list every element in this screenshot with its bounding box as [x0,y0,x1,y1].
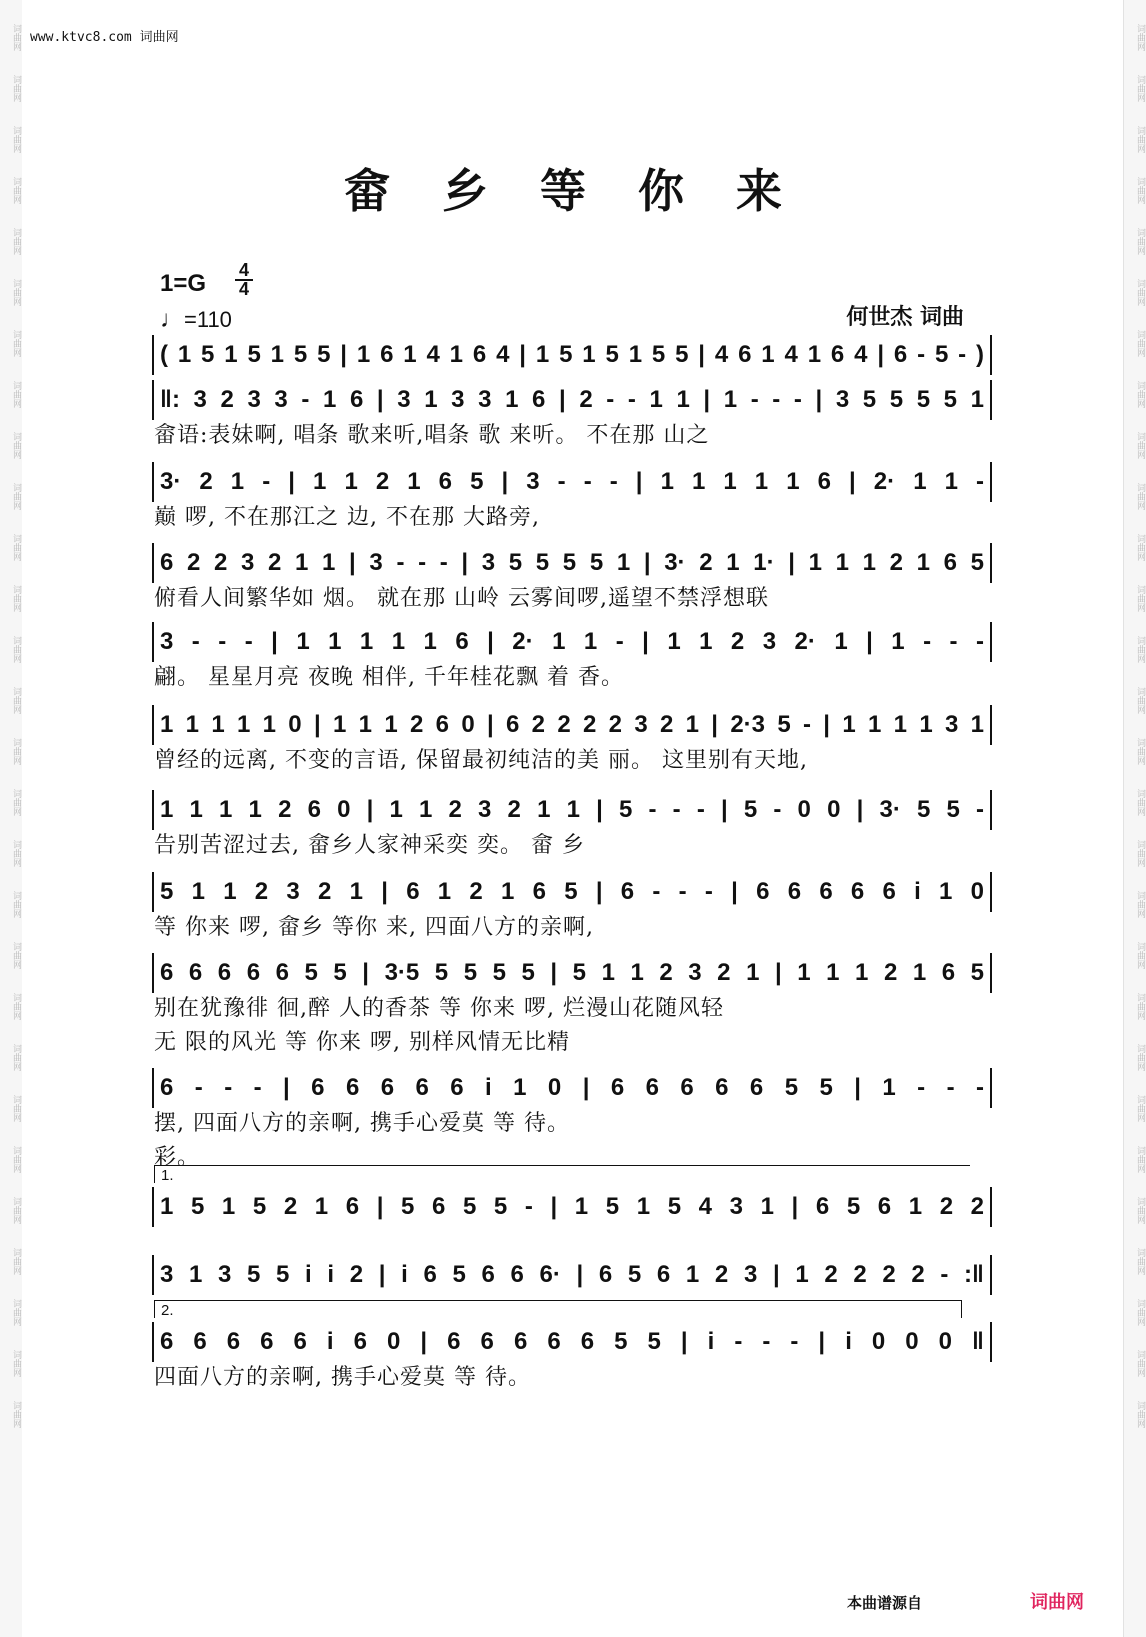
watermark-text: 词曲网 [1135,1401,1145,1428]
watermark-text: 词曲网 [1135,381,1145,408]
music-line: 6 6 6 6 6 5 5 | 3·5 5 5 5 5 | 5 1 1 2 3 2 1 | 1 1 1 2 1 6 5 [152,953,992,993]
quarter-note-icon: ♩ [160,306,184,333]
volta-bracket: 2. [154,1300,962,1318]
watermark-text: 词曲网 [1135,330,1145,357]
watermark-text: 词曲网 [1135,483,1145,510]
tempo-value: =110 [184,307,232,332]
music-line: ‖: 3 2 3 3 - 1 6 | 3 1 3 3 1 6 | 2 - - 1 1 | 1 - - - | 3 5 5 5 5 1 [152,380,992,420]
time-top: 4 [238,260,249,280]
watermark-text: 词曲网 [1135,1146,1145,1173]
author-credit: 何世杰 词曲 [846,305,964,330]
watermark-text: 词曲网 [1135,1299,1145,1326]
watermark-text: 词曲网 [11,228,21,255]
watermark-text: 词曲网 [11,381,21,408]
watermark-text: 词曲网 [1135,993,1145,1020]
music-line: 6 - - - | 6 6 6 6 6 i 1 0 | 6 6 6 6 6 5 5 | 1 - - - [152,1068,992,1108]
watermark-text: 词曲网 [11,534,21,561]
sheet-page [22,0,1122,1637]
lyric-line: 畲语:表妹啊, 唱条 歌来听,唱条 歌 来听。 不在那 山之 [154,423,710,448]
music-line: 6 6 6 6 6 i 6 0 | 6 6 6 6 6 5 5 | i - - - | i 0 0 0 ‖ [152,1322,992,1362]
lyric-line: 摆, 四面八方的亲啊, 携手心爱莫 等 待。 [154,1111,570,1136]
watermark-text: 词曲网 [1135,432,1145,459]
watermark-text: 词曲网 [1135,636,1145,663]
lyric-line: 翩。 星星月亮 夜晚 相伴, 千年桂花飘 着 香。 [154,665,624,690]
watermark-text: 词曲网 [11,840,21,867]
music-line: 5 1 1 2 3 2 1 | 6 1 2 1 6 5 | 6 - - - | 6 6 6 6 6 i 1 0 [152,872,992,912]
lyric-line: 四面八方的亲啊, 携手心爱莫 等 待。 [154,1365,531,1390]
watermark-text: 词曲网 [11,330,21,357]
watermark-text: 词曲网 [11,1095,21,1122]
watermark-text: 词曲网 [1135,1248,1145,1275]
right-watermark-strip [1123,0,1146,1637]
watermark-text: 词曲网 [1135,789,1145,816]
watermark-text: 词曲网 [11,1299,21,1326]
watermark-text: 词曲网 [1135,228,1145,255]
watermark-text: 词曲网 [1135,1197,1145,1224]
watermark-text: 词曲网 [11,738,21,765]
watermark-text: 词曲网 [1135,24,1145,51]
watermark-text: 词曲网 [11,279,21,306]
watermark-text: 词曲网 [11,891,21,918]
watermark-text: 词曲网 [11,585,21,612]
music-line: 1 1 1 1 1 0 | 1 1 1 2 6 0 | 6 2 2 2 2 3 2 1 | 2·3 5 - | 1 1 1 1 3 1 [152,705,992,745]
footer-source: 本曲谱源自 [846,1594,922,1612]
volta-bracket: 1. [154,1165,970,1183]
watermark-text: 词曲网 [1135,891,1145,918]
key-signature: 1=G [160,270,207,297]
watermark-text: 词曲网 [11,687,21,714]
left-watermark-strip [0,0,23,1637]
watermark-text: 词曲网 [1135,942,1145,969]
watermark-text: 词曲网 [11,942,21,969]
site-header[interactable]: www.ktvc8.com 词曲网 [30,30,179,45]
lyric-line: 无 限的风光 等 你来 啰, 别样风情无比精 [154,1030,570,1055]
lyric-line: 曾经的远离, 不变的言语, 保留最初纯洁的美 丽。 这里别有天地, [154,748,808,773]
time-signature [234,262,254,298]
music-line: 6 2 2 3 2 1 1 | 3 - - - | 3 5 5 5 5 1 | 3· 2 1 1· | 1 1 1 2 1 6 5 [152,543,992,583]
watermark-text: 词曲网 [1135,1095,1145,1122]
music-line: 3 1 3 5 5 i i 2 | i 6 5 6 6 6· | 6 5 6 1 2 3 | 1 2 2 2 2 - :‖ [152,1255,992,1295]
lyric-line: 别在犹豫徘 徊,醉 人的香茶 等 你来 啰, 烂漫山花随风轻 [154,996,724,1021]
watermark-text: 词曲网 [11,993,21,1020]
watermark-text: 词曲网 [1135,177,1145,204]
music-line: 3 - - - | 1 1 1 1 1 6 | 2· 1 1 - | 1 1 2 3 2· 1 | 1 - - - [152,622,992,662]
watermark-text: 词曲网 [1135,279,1145,306]
watermark-text: 词曲网 [11,432,21,459]
watermark-text: 词曲网 [1135,534,1145,561]
watermark-text: 词曲网 [1135,1044,1145,1071]
watermark-text: 词曲网 [11,75,21,102]
time-bottom: 4 [238,279,249,299]
watermark-text: 词曲网 [1135,738,1145,765]
music-line: 1 5 1 5 2 1 6 | 5 6 5 5 - | 1 5 1 5 4 3 1 | 6 5 6 1 2 2 [152,1187,992,1227]
watermark-text: 词曲网 [1135,585,1145,612]
watermark-text: 词曲网 [11,636,21,663]
song-title: 畲 乡 等 你 来 [343,164,801,218]
lyric-line: 告别苦涩过去, 畲乡人家神采奕 奕。 畲 乡 [154,833,585,858]
watermark-text: 词曲网 [1135,1350,1145,1377]
watermark-text: 词曲网 [11,1401,21,1428]
watermark-text: 词曲网 [11,483,21,510]
watermark-text: 词曲网 [1135,687,1145,714]
lyric-line: 俯看人间繁华如 烟。 就在那 山岭 云雾间啰,遥望不禁浮想联 [154,586,769,611]
footer-brand[interactable]: 词曲网 [1030,1592,1084,1613]
watermark-text: 词曲网 [11,1146,21,1173]
lyric-line: 巅 啰, 不在那江之 边, 不在那 大路旁, [154,505,540,530]
lyric-line: 彩。 [154,1145,201,1170]
music-line: 3· 2 1 - | 1 1 2 1 6 5 | 3 - - - | 1 1 1 1 1 6 | 2· 1 1 - [152,462,992,502]
music-line: ( 1 5 1 5 1 5 5 | 1 6 1 4 1 6 4 | 1 5 1 5 1 5 5 | 4 6 1 4 1 6 4 | 6 - 5 - ) [152,335,992,375]
watermark-text: 词曲网 [11,1248,21,1275]
watermark-text: 词曲网 [1135,126,1145,153]
watermark-text: 词曲网 [11,1350,21,1377]
watermark-text: 词曲网 [11,1044,21,1071]
watermark-text: 词曲网 [11,789,21,816]
watermark-text: 词曲网 [1135,840,1145,867]
watermark-text: 词曲网 [11,126,21,153]
tempo-marking [160,306,232,334]
watermark-text: 词曲网 [1135,75,1145,102]
watermark-text: 词曲网 [11,177,21,204]
lyric-line: 等 你来 啰, 畲乡 等你 来, 四面八方的亲啊, [154,915,594,940]
watermark-text: 词曲网 [11,24,21,51]
watermark-text: 词曲网 [11,1197,21,1224]
music-line: 1 1 1 1 2 6 0 | 1 1 2 3 2 1 1 | 5 - - - | 5 - 0 0 | 3· 5 5 - [152,790,992,830]
